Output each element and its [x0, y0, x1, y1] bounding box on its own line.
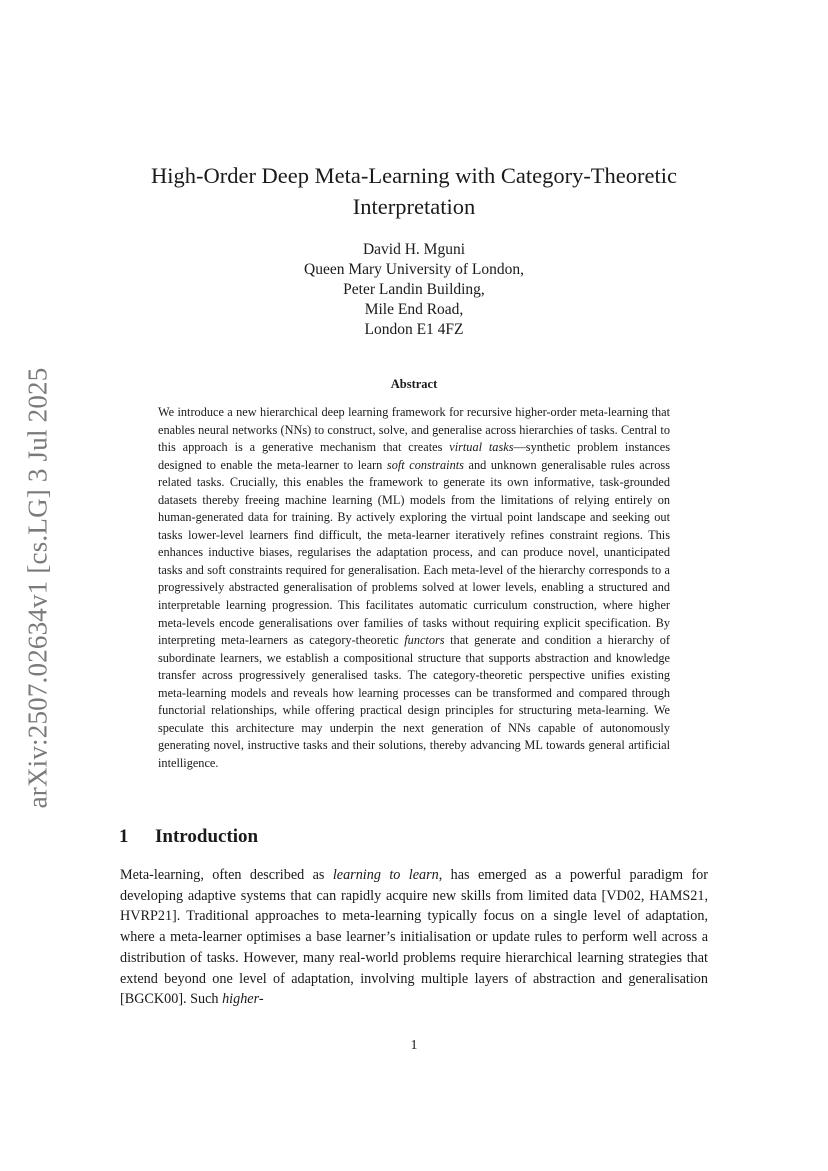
abstract-text-part-1: We introduce a new hierarchical deep learning framework for recursive higher-order meta-learning that enables neural networks (NNs) to construct, solve, and generalise across hierarchies of tasks. Central to this approach is a generative mechanism that creates	[158, 405, 670, 455]
introduction-paragraph	[120, 865, 708, 1010]
abstract-emphasis-soft-constraints: soft constraints	[386, 457, 464, 472]
intro-emphasis-learning-to-learn: learning to learn	[332, 867, 439, 883]
abstract-text	[158, 404, 670, 772]
abstract-text-part-4: that generate and condition a hierarchy of subordinate learners, we establish a compositional structure that supports abstraction and knowledge transfer across progressively generalised tasks. The category-theoretic perspective unifies existing meta-learning models and reveals how learning processes can be transformed and compared through functorial relationships, while offering practical design principles for structuring meta-learning. We speculate this architecture may underpin the next generation of NNs capable of autonomously generating novel, instructive tasks and their solutions, thereby advancing ML towards general artificial intelligence.	[158, 633, 670, 770]
section-heading-introduction	[119, 826, 258, 848]
section-title: Introduction	[155, 826, 259, 847]
abstract-heading: Abstract	[390, 377, 438, 391]
title-line-2: Interpretation	[352, 194, 476, 219]
abstract-text-part-2: —synthetic problem instances designed to enable the meta-learner to learn	[158, 440, 670, 472]
arxiv-identifier-stamp: arXiv:2507.02634v1 [cs.LG] 3 Jul 2025	[22, 367, 53, 809]
author-street: Mile End Road,	[364, 301, 464, 318]
author-building: Peter Landin Building,	[343, 281, 485, 298]
author-block	[200, 240, 628, 340]
page-number: 1	[410, 1038, 418, 1053]
intro-emphasis-higher: higher-	[222, 991, 264, 1008]
abstract-emphasis-virtual-tasks: virtual tasks	[449, 440, 514, 455]
title-line-1: High-Order Deep Meta-Learning with Category-Theoretic	[150, 163, 678, 188]
author-city: London E1 4FZ	[364, 321, 464, 338]
abstract-text-part-3: and unknown generalisable rules across related tasks. Crucially, this enables the framework to generate its own informative, task-grounded datasets thereby freeing machine learning (ML) models from the limitations of relying entirely on human-generated data for training. By actively exploring the virtual point landscape and seeking out tasks lower-level learners find difficult, the meta-learner iteratively refines constraint regions. This enhances inductive biases, regularises the adaptation process, and can produce novel, unanticipated tasks and soft constraints required for generalisation. Each meta-level of the hierarchy corresponds to a progressively abstracted generalisation of problems solved at lower levels, enabling a structured and interpretable learning progression. This facilitates automatic curriculum construction, where higher meta-levels encode generalisations over families of tasks without requiring explicit specification. By interpreting meta-learners as category-theoretic	[158, 457, 670, 648]
section-number: 1	[119, 826, 129, 847]
author-affiliation: Queen Mary University of London,	[304, 261, 524, 278]
author-name: David H. Mguni	[362, 241, 466, 258]
intro-text-part-2: , has emerged as a powerful paradigm for developing adaptive systems that can rapidly acquire new skills from limited data [VD02, HAMS21, HVRP21]. Traditional approaches to meta-learning typically focus on a single level of adaptation, where a meta-learner optimises a base learner’s initialisation or update rules to perform well across a distribution of tasks. However, many real-world problems require hierarchical learning strategies that extend beyond one level of adaptation, involving multiple layers of abstraction and generalisation [BGCK00]. Such	[120, 867, 708, 1008]
intro-text-part-1: Meta-learning, often described as	[120, 867, 333, 883]
paper-title	[110, 160, 718, 222]
abstract-emphasis-functors: functors	[404, 633, 445, 648]
